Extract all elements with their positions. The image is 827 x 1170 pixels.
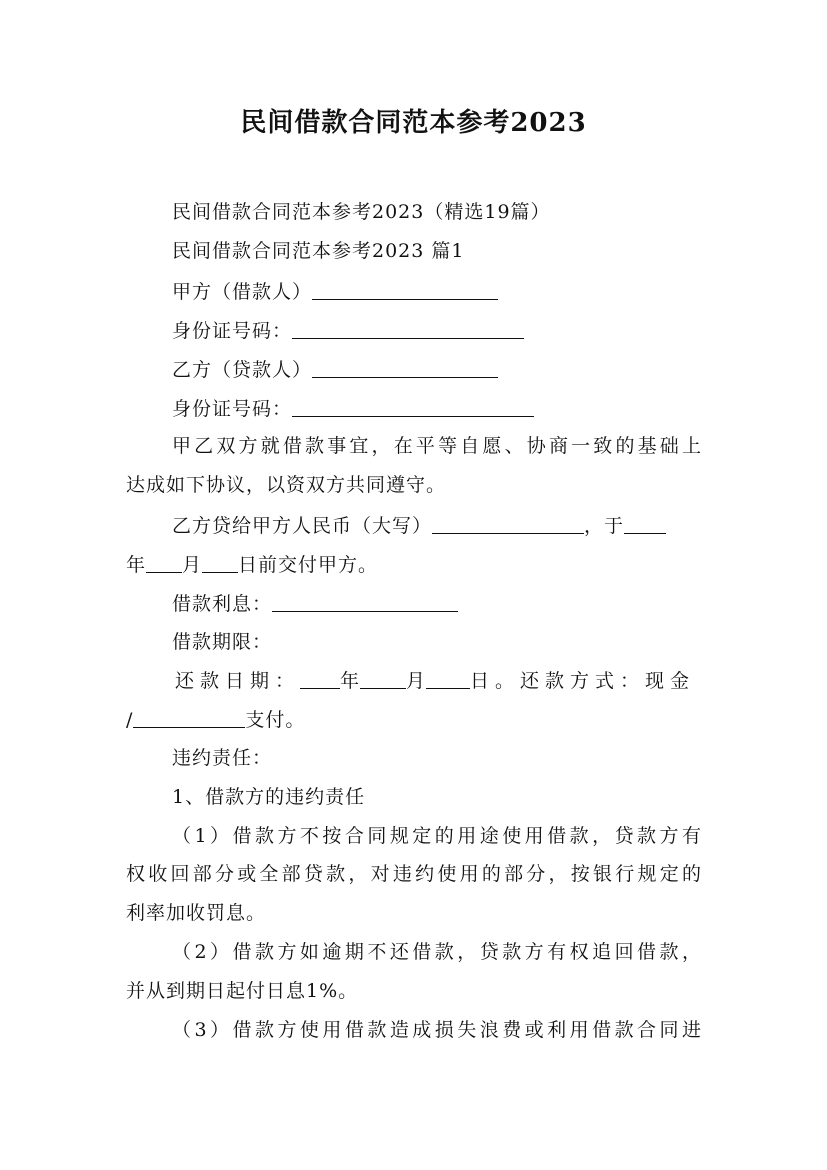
repay-month-blank — [360, 668, 406, 689]
loan-year-label: 年 — [126, 554, 147, 576]
repay-pay-label: 支付。 — [245, 709, 306, 731]
clause-3-line-1: （3）借款方使用借款造成损失浪费或利用借款合同进 — [172, 1019, 702, 1041]
loan-line-1 — [172, 513, 666, 538]
repay-day-blank — [426, 668, 470, 689]
repay-method-label: 日。还款方式：现金 — [470, 670, 696, 692]
agreement-line-1: 甲乙双方就借款事宜，在平等自愿、协商一致的基础上 — [172, 435, 702, 457]
clause-2-line-2: 并从到期日起付日息1%。 — [126, 980, 359, 1002]
loan-year-blank — [624, 513, 666, 534]
party-b-blank — [312, 357, 498, 378]
clause-2-line-1: （2）借款方如逾期不还借款，贷款方有权追回借款， — [172, 941, 702, 963]
loan-amount-label: 乙方贷给甲方人民币（大写） — [172, 515, 433, 537]
loan-line-2 — [126, 552, 378, 577]
loan-due-label: ，于 — [584, 515, 625, 537]
document-title: 民间借款合同范本参考2023 — [240, 108, 587, 138]
party-a-id-blank — [292, 318, 524, 339]
loan-day-blank — [202, 552, 238, 573]
party-b-id-blank — [292, 396, 534, 417]
repay-line — [175, 668, 695, 693]
repay-line-2 — [126, 707, 305, 732]
clause-1-line-1: （1）借款方不按合同规定的用途使用借款，贷款方有 — [172, 825, 702, 847]
repay-method-blank — [133, 707, 245, 728]
clause-1-line-3: 利率加收罚息。 — [126, 902, 267, 924]
interest-label: 借款利息： — [172, 593, 273, 615]
id-label: 身份证号码： — [172, 398, 293, 420]
repay-year-label: 年 — [340, 670, 361, 692]
repay-slash: / — [126, 709, 134, 731]
party-a-label: 甲方（借款人） — [172, 281, 313, 303]
loan-month-label: 月 — [182, 554, 203, 576]
loan-month-blank — [146, 552, 182, 573]
interest-line — [172, 591, 458, 616]
party-a-blank — [312, 279, 498, 300]
interest-blank — [272, 591, 458, 612]
party-b-label: 乙方（贷款人） — [172, 359, 313, 381]
party-a-id-line — [172, 318, 524, 343]
section-heading: 民间借款合同范本参考2023 篇1 — [172, 240, 465, 262]
party-b-line — [172, 357, 498, 382]
document-subtitle: 民间借款合同范本参考2023（精选19篇） — [172, 201, 551, 223]
loan-amount-blank — [432, 513, 584, 534]
breach-heading: 违约责任： — [172, 747, 273, 769]
loan-day-label: 日前交付甲方。 — [238, 554, 379, 576]
agreement-line-2: 达成如下协议，以资双方共同遵守。 — [126, 474, 447, 496]
repay-year-blank — [300, 668, 340, 689]
term-label: 借款期限： — [172, 631, 273, 653]
breach-item-1: 1、借款方的违约责任 — [172, 786, 366, 808]
repay-month-label: 月 — [406, 670, 427, 692]
clause-1-line-2: 权收回部分或全部贷款，对违约使用的部分，按银行规定的 — [126, 863, 702, 885]
party-a-line — [172, 279, 498, 304]
party-b-id-line — [172, 396, 534, 421]
repay-date-label: 还款日期： — [175, 670, 301, 692]
id-label: 身份证号码： — [172, 320, 293, 342]
